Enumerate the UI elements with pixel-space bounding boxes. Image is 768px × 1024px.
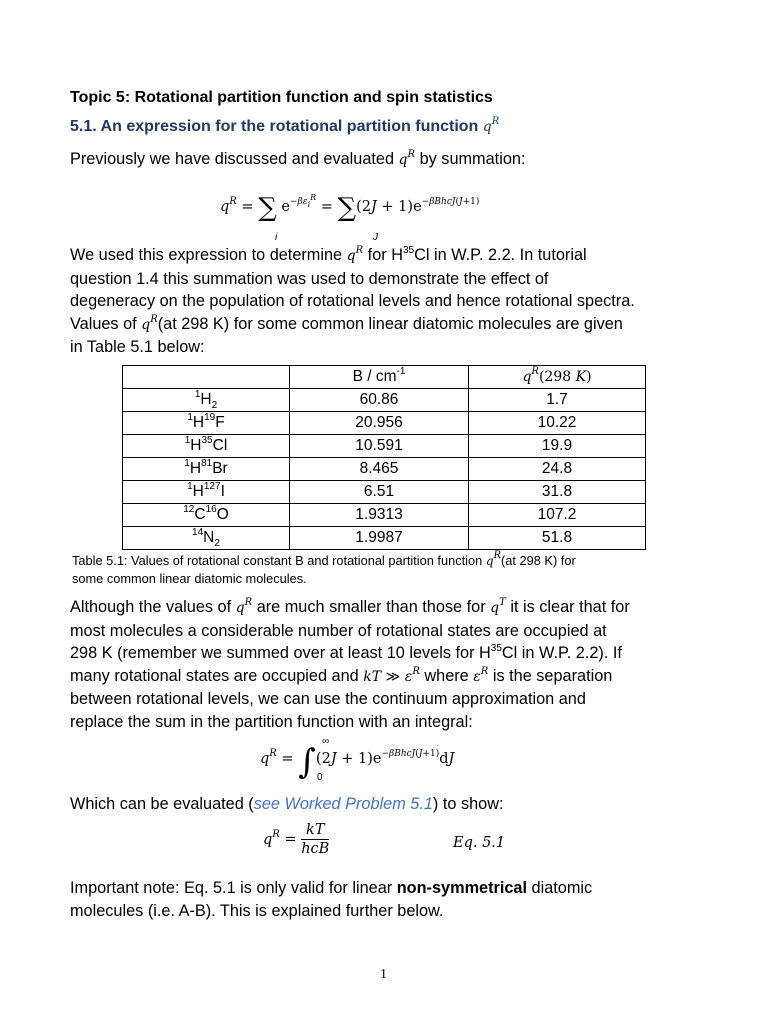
molecule-cell: $^1H_2$ bbox=[123, 389, 290, 412]
b-value-cell: 1.9987 bbox=[290, 527, 469, 550]
molecule-cell: $^1H^{127}I$ bbox=[123, 481, 290, 504]
paragraph-evaluate: Which can be evaluated (see Worked Problem 5.1) to show: bbox=[70, 795, 504, 813]
table-row bbox=[123, 435, 646, 458]
table-header-cell bbox=[123, 366, 290, 389]
equation-summation: $q^R$ = ∑ $e^{-\beta\varepsilon_i^R} = \sum(2J + 1)e^{-\beta BhcJ(J+1)}$ bbox=[220, 193, 480, 223]
section-heading: 5.1. An expression for the rotational partition function $q^R$ bbox=[70, 116, 500, 135]
paragraph-continuum: Although the values of $q^R$ are much smaller than those for $q^T$ it is clear that for most molecules a considerable number of rotational states are occupied at 298 K (remember we summed over at least 10 levels for $H^{35}Cl$ in W.P. 2.2). If many rotational states are occupied and kT ≫ $\varepsilon^R$ where $\varepsilon^R$ is the separation between rotational levels, we can use the continuum approximation and replace the sum in the partition function with an integral: bbox=[70, 597, 630, 731]
b-value-cell: 1.9313 bbox=[290, 504, 469, 527]
rotational-constants-table bbox=[122, 365, 646, 550]
table-header-cell: $q^R(298$ K) bbox=[469, 366, 646, 389]
molecule-cell: $^{14}N_2$ bbox=[123, 527, 290, 550]
table-row bbox=[123, 389, 646, 412]
q-value-cell: 10.22 bbox=[469, 412, 646, 435]
q-value-cell: 31.8 bbox=[469, 481, 646, 504]
b-value-cell: 6.51 bbox=[290, 481, 469, 504]
paragraph-note: Important note: Eq. 5.1 is only valid for linear non-symmetrical diatomic molecules (i.e. A-B). This is explained further below. bbox=[70, 879, 593, 920]
page-number: 1 bbox=[380, 967, 387, 982]
table-row bbox=[123, 412, 646, 435]
index-i: i bbox=[275, 232, 278, 243]
q-value-cell: 24.8 bbox=[469, 458, 646, 481]
b-value-cell: 60.86 bbox=[290, 389, 469, 412]
lower-limit: 0 bbox=[317, 772, 323, 783]
table-row bbox=[123, 504, 646, 527]
upper-limit: ∞ bbox=[322, 736, 330, 747]
table-header-row bbox=[123, 366, 646, 389]
molecule-cell: $^1H^{35}Cl$ bbox=[123, 435, 290, 458]
molecule-cell: $^1H^{19}F$ bbox=[123, 412, 290, 435]
equation-label: Eq. 5.1 bbox=[453, 835, 506, 851]
q-value-cell: 1.7 bbox=[469, 389, 646, 412]
q-value-cell: 19.9 bbox=[469, 435, 646, 458]
b-value-cell: 8.465 bbox=[290, 458, 469, 481]
equation-integral: $q^R = \int(2J + 1)e^{-\beta BhcJ(J+1)}dJ$ bbox=[260, 742, 455, 782]
paragraph-usage: We used this expression to determine $q^R$ for $H^{35}Cl$ in W.P. 2.2. In tutorial question 1.4 this summation was used to demonstrate the effect of degeneracy on the population of rotational levels and hence rotational spectra. Values of $q^R(at$ 298 K) for some common linear diatomic molecules are given in Table 5.1 below: bbox=[70, 245, 635, 357]
molecule-cell: $^{12}C^{16}O$ bbox=[123, 504, 290, 527]
equation-result: $q^R$ = $\frac{kT}{\text{hcB}}$ bbox=[263, 822, 330, 857]
b-value-cell: 20.956 bbox=[290, 412, 469, 435]
table-row bbox=[123, 458, 646, 481]
q-value-cell: 107.2 bbox=[469, 504, 646, 527]
molecule-cell: $^1H^{81}Br$ bbox=[123, 458, 290, 481]
table-row bbox=[123, 481, 646, 504]
b-value-cell: 10.591 bbox=[290, 435, 469, 458]
topic-heading: Topic 5: Rotational partition function and spin statistics bbox=[70, 89, 493, 106]
paragraph-intro: Previously we have discussed and evaluated $q^R$ by summation: bbox=[70, 149, 526, 168]
index-j: J bbox=[373, 232, 378, 243]
table-row bbox=[123, 527, 646, 550]
table-header-cell: B / $cm^{-1}$ bbox=[290, 366, 469, 389]
table-caption: Table 5.1: Values of rotational constant B and rotational partition function $q^R(at$ 298 K) for some common linear diatomic molecules. bbox=[72, 550, 576, 586]
worked-problem-link[interactable]: see Worked Problem 5.1 bbox=[253, 795, 433, 813]
q-value-cell: 51.8 bbox=[469, 527, 646, 550]
